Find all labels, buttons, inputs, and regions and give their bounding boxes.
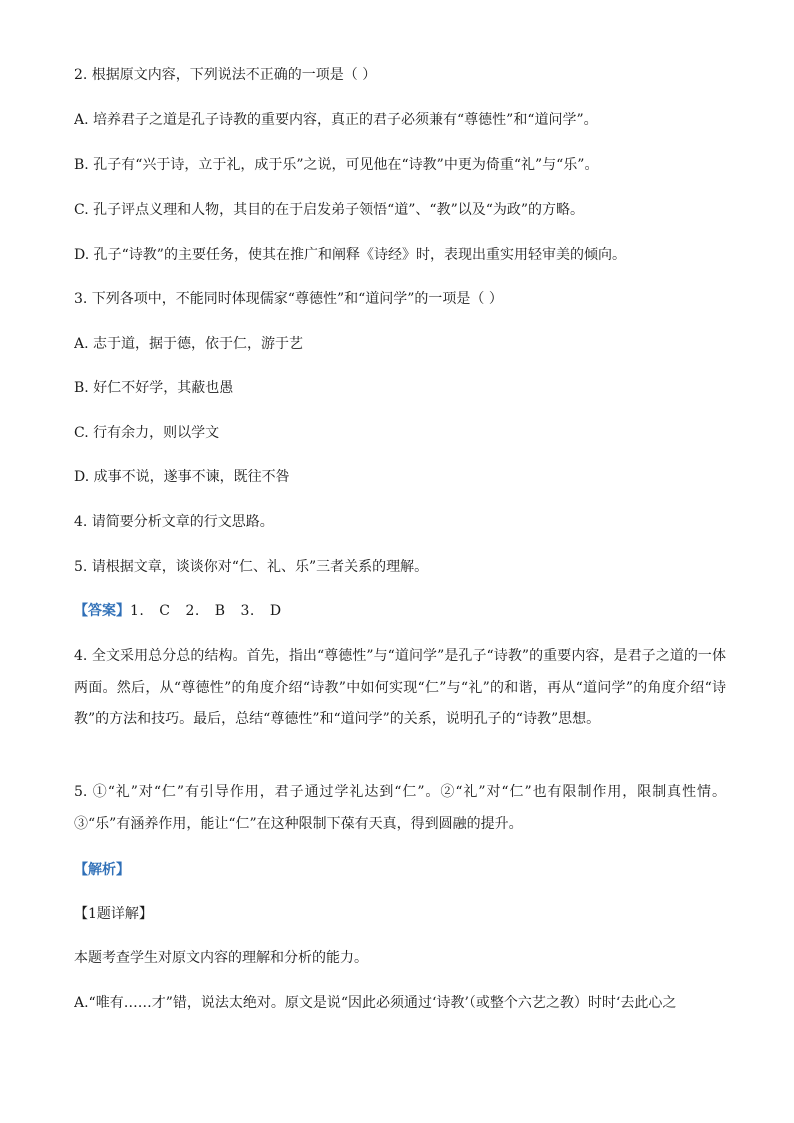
- q2-option-a: A. 培养君子之道是孔子诗教的重要内容，真正的君子必须兼有“尊德性”和“道问学”。: [74, 112, 598, 128]
- q2-stem: 2. 根据原文内容，下列说法不正确的一项是（ ）: [74, 67, 377, 83]
- analysis-label: 【解析】: [74, 862, 130, 878]
- q2-option-b: B. 孔子有“兴于诗，立于礼，成于乐”之说，可见他在“诗教”中更为倚重“礼”与“乐”。: [74, 157, 599, 173]
- q2-option-c: C. 孔子评点义理和人物，其目的在于启发弟子领悟“道”、“教”以及“为政”的方略。: [74, 202, 585, 218]
- q1-detail-intro: 本题考查学生对原文内容的理解和分析的能力。: [74, 950, 368, 966]
- analysis-label-line: [74, 860, 726, 880]
- answer-4-paragraph: 4. 全文采用总分总的结构。首先，指出“尊德性”与“道问学”是孔子“诗教”的重要内容，是君子之道的一体两面。然后，从“尊德性”的角度介绍“诗教”中如何实现“仁”与“礼”的和谐，再从“道问学”的角度介绍“诗教”的方法和技巧。最后，总结“尊德性”和“道问学”的关系，说明孔子的“诗教”思想。: [74, 648, 726, 727]
- q2-option-d: D. 孔子“诗教”的主要任务，使其在推广和阐释《诗经》时，表现出重实用轻审美的倾向。: [74, 247, 626, 263]
- q4-stem: 4. 请简要分析文章的行文思路。: [74, 514, 274, 530]
- q1-detail-option-a: A.“唯有……才”错，说法太绝对。原文是说“因此必须通过‘诗教’（或整个六艺之教）时时‘去此心之: [74, 995, 677, 1011]
- answer-label: 【答案】: [74, 603, 130, 619]
- q5-stem: 5. 请根据文章，谈谈你对“仁、礼、乐”三者关系的理解。: [74, 559, 429, 575]
- q1-detail-heading: 【1题详解】: [74, 906, 153, 922]
- q3-option-d: D. 成事不说，遂事不谏，既往不咎: [74, 469, 290, 485]
- q3-option-c: C. 行有余力，则以学文: [74, 425, 220, 441]
- q3-stem: 3. 下列各项中，不能同时体现儒家“尊德性”和“道问学”的一项是（ ）: [74, 291, 503, 307]
- answer-line: [74, 601, 726, 621]
- q3-option-a: A. 志于道，据于德，依于仁，游于艺: [74, 336, 304, 352]
- answer-5-paragraph: 5. ①“礼”对“仁”有引导作用，君子通过学礼达到“仁”。②“礼”对“仁”也有限制作用，限制真性情。③“乐”有涵养作用，能让“仁”在这种限制下葆有天真，得到圆融的提升。: [74, 784, 726, 832]
- answer-values: 1. C 2. B 3. D: [130, 603, 282, 619]
- q3-option-b: B. 好仁不好学，其蔽也愚: [74, 380, 234, 396]
